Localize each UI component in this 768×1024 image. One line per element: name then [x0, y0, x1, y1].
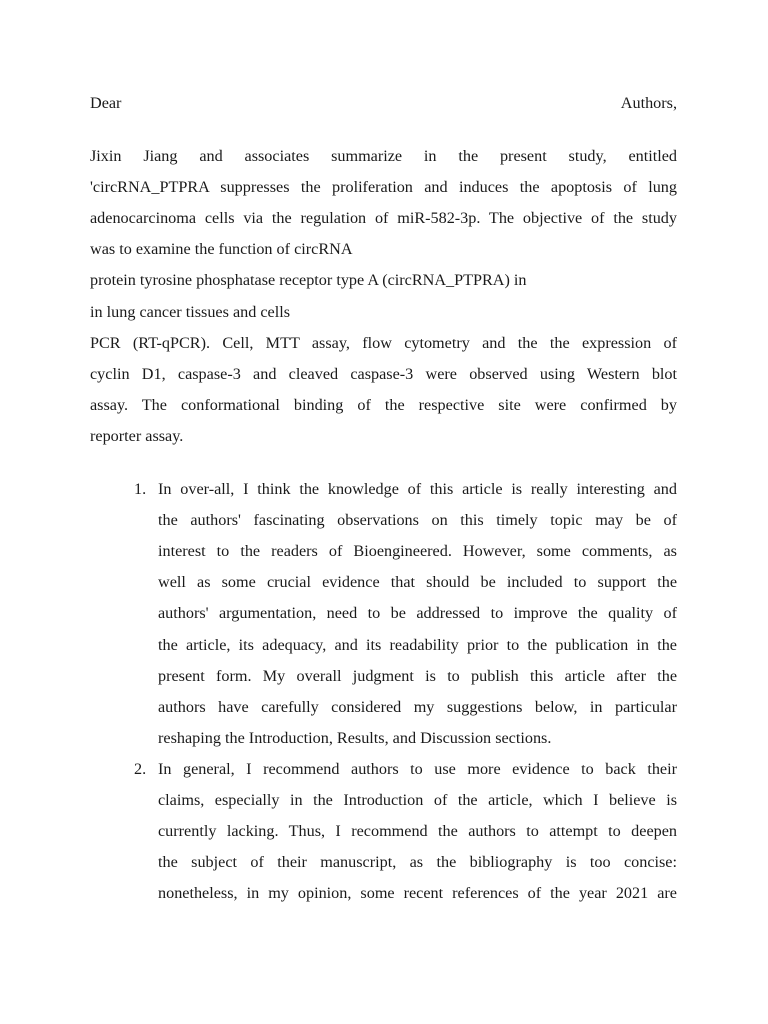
salutation-dear: Dear	[90, 94, 122, 112]
point-line: In over-all, I think the knowledge of this article is really interesting and	[158, 480, 677, 499]
intro-line: was to examine the function of circRNA	[90, 240, 353, 259]
intro-line: 'circRNA_PTPRA suppresses the proliferation and induces the apoptosis of lung	[90, 178, 677, 197]
point-line: currently lacking. Thus, I recommend the authors to attempt to deepen	[158, 822, 677, 841]
intro-line: Jixin Jiang and associates summarize in the present study, entitled	[90, 147, 677, 166]
point-line: the authors' fascinating observations on this timely topic may be of	[158, 511, 677, 530]
salutation	[90, 88, 677, 119]
intro-line: reporter assay.	[90, 426, 184, 445]
intro-paragraph	[90, 141, 677, 452]
point-line: nonetheless, in my opinion, some recent references of the year 2021 are	[158, 884, 677, 903]
list-number: 1.	[134, 480, 147, 499]
point-line: In general, I recommend authors to use more evidence to back their	[158, 759, 677, 778]
list-number: 2.	[134, 759, 147, 778]
point-line: present form. My overall judgment is to publish this article after the	[158, 666, 677, 685]
point-line: well as some crucial evidence that should be included to support the	[158, 573, 677, 592]
point-line: authors have carefully considered my suggestions below, in particular	[158, 697, 677, 716]
point-line: claims, especially in the Introduction of the article, which I believe is	[158, 790, 677, 809]
point-line: the subject of their manuscript, as the bibliography is too concise:	[158, 853, 677, 872]
intro-line: PCR (RT-qPCR). Cell, MTT assay, flow cytometry and the the expression of	[90, 333, 677, 352]
intro-line: adenocarcinoma cells via the regulation of miR-582-3p. The objective of the study	[90, 209, 677, 228]
intro-line: protein tyrosine phosphatase receptor type A (circRNA_PTPRA) in	[90, 271, 527, 290]
salutation-authors: Authors,	[620, 94, 677, 112]
intro-line: assay. The conformational binding of the respective site were confirmed by	[90, 395, 677, 414]
review-letter	[90, 88, 677, 909]
point-line: authors' argumentation, need to be addressed to improve the quality of	[158, 604, 677, 623]
review-points-list	[90, 474, 677, 909]
point-line: interest to the readers of Bioengineered. However, some comments, as	[158, 542, 677, 561]
point-line: reshaping the Introduction, Results, and Discussion sections.	[158, 728, 552, 747]
review-point-1	[90, 474, 677, 754]
intro-line: in lung cancer tissues and cells	[90, 302, 291, 321]
review-point-2	[90, 754, 677, 909]
intro-line: cyclin D1, caspase-3 and cleaved caspase-3 were observed using Western blot	[90, 364, 677, 383]
point-line: the article, its adequacy, and its readability prior to the publication in the	[158, 635, 677, 654]
